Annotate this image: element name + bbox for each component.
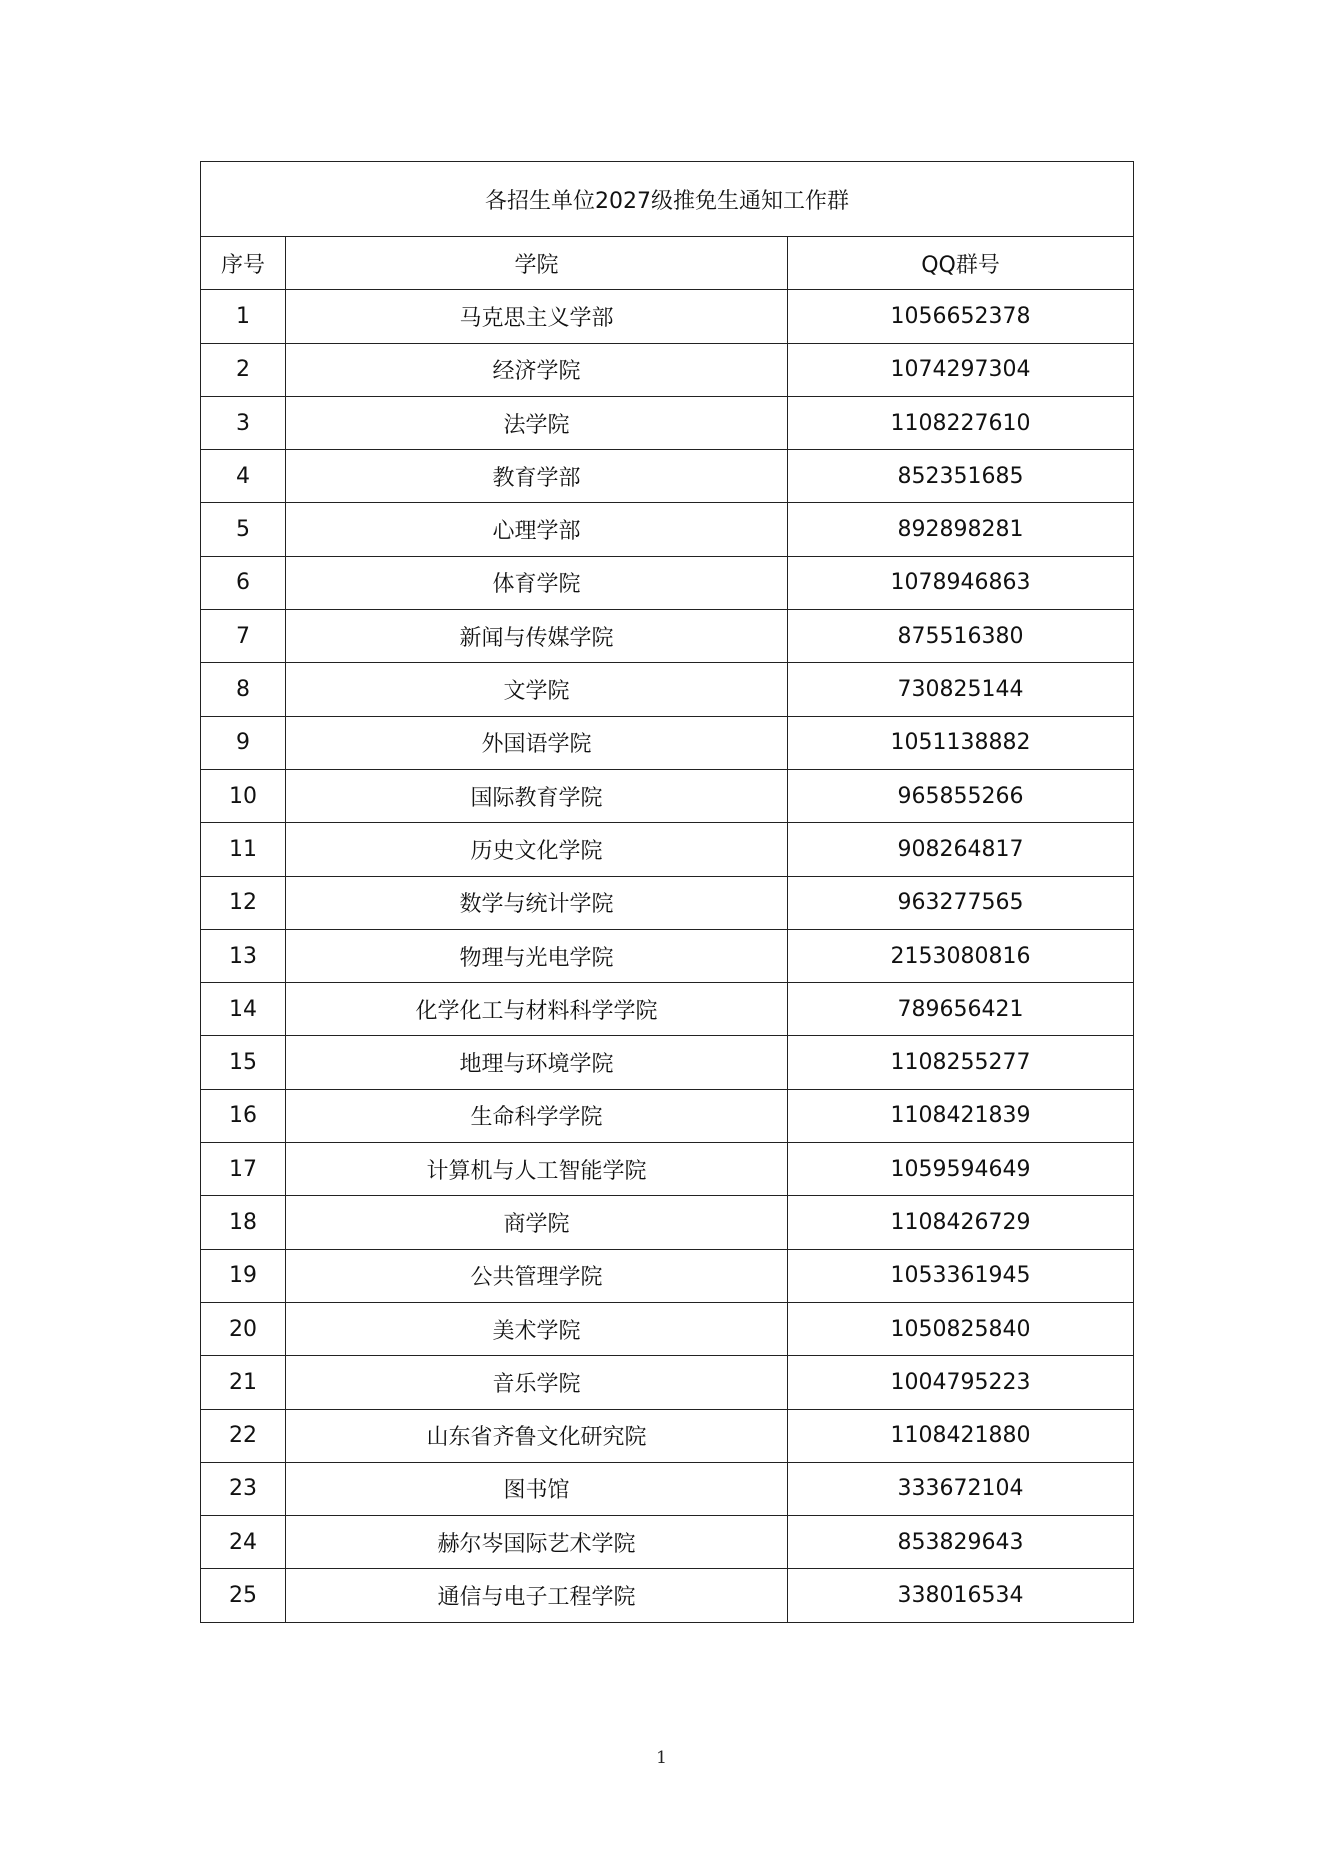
row-qq-number: 1074297304 [788,343,1134,396]
row-qq-number: 875516380 [788,610,1134,663]
row-index: 15 [201,1036,286,1089]
table-row [201,1516,1134,1569]
row-qq-number: 963277565 [788,876,1134,929]
row-index: 2 [201,343,286,396]
table-row [201,823,1134,876]
row-college: 商学院 [286,1196,788,1249]
table-row [201,1356,1134,1409]
table-row [201,769,1134,822]
row-qq-number: 1108421880 [788,1409,1134,1462]
row-index: 17 [201,1143,286,1196]
row-qq-number: 1108255277 [788,1036,1134,1089]
row-college: 历史文化学院 [286,823,788,876]
table-row [201,1302,1134,1355]
row-college: 心理学部 [286,503,788,556]
row-college: 公共管理学院 [286,1249,788,1302]
row-college: 计算机与人工智能学院 [286,1143,788,1196]
row-college: 国际教育学院 [286,769,788,822]
row-qq-number: 789656421 [788,983,1134,1036]
row-index: 13 [201,929,286,982]
row-college: 图书馆 [286,1462,788,1515]
row-qq-number: 1056652378 [788,290,1134,343]
row-college: 体育学院 [286,556,788,609]
row-index: 4 [201,450,286,503]
row-qq-number: 1108426729 [788,1196,1134,1249]
table-row [201,450,1134,503]
row-index: 6 [201,556,286,609]
row-qq-number: 1051138882 [788,716,1134,769]
row-qq-number: 853829643 [788,1516,1134,1569]
table-row [201,929,1134,982]
row-qq-number: 1053361945 [788,1249,1134,1302]
row-college: 经济学院 [286,343,788,396]
row-qq-number: 1059594649 [788,1143,1134,1196]
row-college: 新闻与传媒学院 [286,610,788,663]
table-row [201,503,1134,556]
row-index: 11 [201,823,286,876]
table-body [201,162,1134,1623]
header-index: 序号 [201,237,286,290]
table-row [201,876,1134,929]
row-index: 18 [201,1196,286,1249]
table-row [201,1089,1134,1142]
table-row [201,1462,1134,1515]
table-row [201,1249,1134,1302]
table-row [201,983,1134,1036]
row-college: 马克思主义学部 [286,290,788,343]
row-college: 生命科学学院 [286,1089,788,1142]
row-index: 16 [201,1089,286,1142]
table-row [201,343,1134,396]
row-qq-number: 1108421839 [788,1089,1134,1142]
table-row [201,556,1134,609]
row-college: 美术学院 [286,1302,788,1355]
row-qq-number: 1004795223 [788,1356,1134,1409]
table-title-row [201,162,1134,237]
row-index: 20 [201,1302,286,1355]
header-college: 学院 [286,237,788,290]
table-row [201,663,1134,716]
row-index: 5 [201,503,286,556]
row-index: 3 [201,396,286,449]
row-index: 8 [201,663,286,716]
row-index: 25 [201,1569,286,1622]
table-row [201,716,1134,769]
table-row [201,396,1134,449]
row-college: 化学化工与材料科学学院 [286,983,788,1036]
row-qq-number: 892898281 [788,503,1134,556]
row-qq-number: 2153080816 [788,929,1134,982]
row-index: 12 [201,876,286,929]
page-number: 1 [656,1748,667,1768]
row-index: 19 [201,1249,286,1302]
row-index: 22 [201,1409,286,1462]
row-index: 21 [201,1356,286,1409]
row-qq-number: 730825144 [788,663,1134,716]
table-title: 各招生单位2027级推免生通知工作群 [201,162,1134,237]
row-index: 14 [201,983,286,1036]
row-college: 音乐学院 [286,1356,788,1409]
row-qq-number: 1078946863 [788,556,1134,609]
row-index: 23 [201,1462,286,1515]
row-college: 山东省齐鲁文化研究院 [286,1409,788,1462]
row-qq-number: 338016534 [788,1569,1134,1622]
table-header-row [201,237,1134,290]
row-college: 地理与环境学院 [286,1036,788,1089]
row-index: 9 [201,716,286,769]
row-index: 10 [201,769,286,822]
table-row [201,610,1134,663]
row-qq-number: 908264817 [788,823,1134,876]
row-qq-number: 965855266 [788,769,1134,822]
row-college: 数学与统计学院 [286,876,788,929]
row-college: 赫尔岑国际艺术学院 [286,1516,788,1569]
row-qq-number: 333672104 [788,1462,1134,1515]
row-qq-number: 1108227610 [788,396,1134,449]
row-qq-number: 852351685 [788,450,1134,503]
table-row [201,1409,1134,1462]
qq-group-table [200,161,1134,1623]
row-college: 物理与光电学院 [286,929,788,982]
row-index: 24 [201,1516,286,1569]
row-college: 法学院 [286,396,788,449]
table-row [201,1196,1134,1249]
table-row [201,1143,1134,1196]
row-index: 7 [201,610,286,663]
table-row [201,290,1134,343]
table-row [201,1036,1134,1089]
row-index: 1 [201,290,286,343]
row-college: 外国语学院 [286,716,788,769]
row-qq-number: 1050825840 [788,1302,1134,1355]
header-qq: QQ群号 [788,237,1134,290]
row-college: 教育学部 [286,450,788,503]
table-row [201,1569,1134,1622]
row-college: 通信与电子工程学院 [286,1569,788,1622]
row-college: 文学院 [286,663,788,716]
